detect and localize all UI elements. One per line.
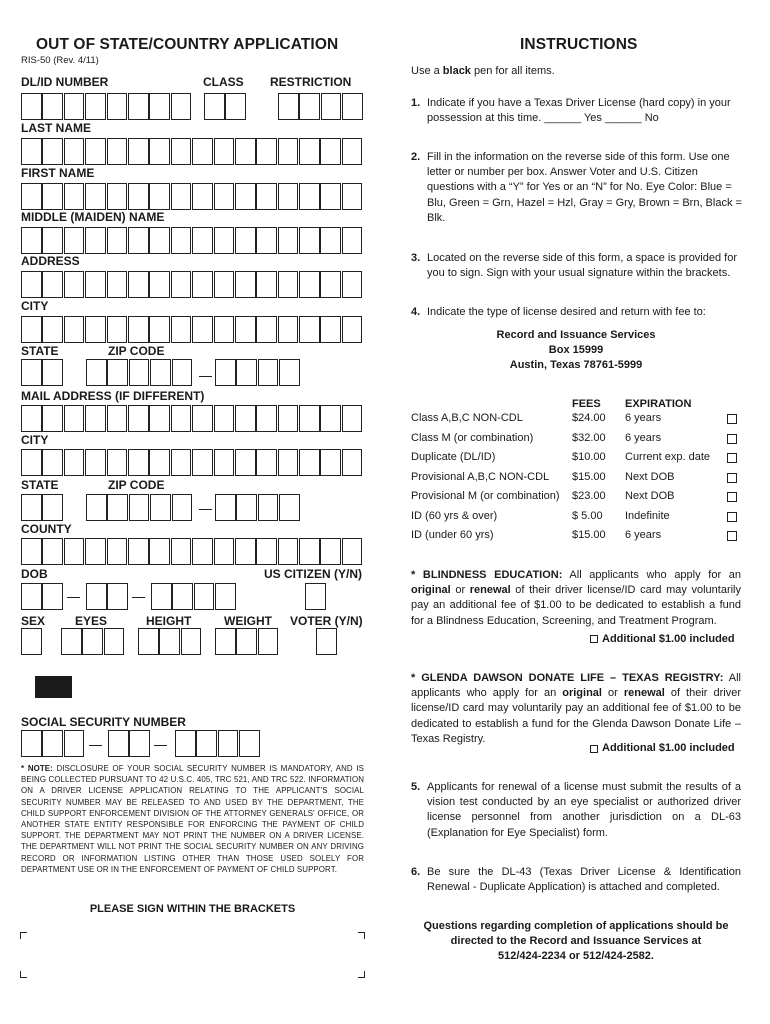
address-label: ADDRESS (21, 254, 80, 268)
height-label: HEIGHT (146, 614, 192, 628)
city2-label: CITY (21, 433, 49, 447)
height-boxes[interactable] (138, 628, 202, 655)
instructions-title: INSTRUCTIONS (520, 36, 638, 53)
zip-boxes[interactable] (86, 359, 193, 386)
city-boxes[interactable] (21, 316, 363, 343)
weight-label: WEIGHT (224, 614, 272, 628)
fee-amount: $ 5.00 (572, 509, 603, 522)
blindness-additional: Additional $1.00 included (602, 633, 735, 645)
fee-checkbox[interactable] (727, 434, 737, 444)
fee-expiration: Indefinite (625, 509, 670, 522)
ssn-group-boxes[interactable] (108, 730, 151, 757)
fee-row (411, 432, 741, 450)
state2-label: STATE (21, 478, 59, 492)
expiration-header: EXPIRATION (625, 398, 692, 410)
fee-amount: $23.00 (572, 490, 606, 502)
fee-checkbox[interactable] (727, 492, 737, 502)
fee-row (411, 412, 741, 430)
address-boxes[interactable] (21, 271, 363, 298)
zip2-boxes[interactable] (86, 494, 193, 521)
fee-checkbox[interactable] (727, 512, 737, 522)
sign-instruction: PLEASE SIGN WITHIN THE BRACKETS (89, 903, 296, 915)
zip-label: ZIP CODE (108, 344, 165, 358)
sex-box[interactable] (21, 628, 42, 655)
form-title: OUT OF STATE/COUNTRY APPLICATION (36, 36, 339, 53)
fee-checkbox[interactable] (727, 473, 737, 483)
zip2-ext-boxes[interactable] (215, 494, 301, 521)
instruction-1-number: 1. (411, 97, 421, 109)
glenda-additional: Additional $1.00 included (602, 742, 735, 754)
city-label: CITY (21, 299, 49, 313)
ssn-area-boxes[interactable] (21, 730, 85, 757)
instruction-6: Be sure the DL-43 (Texas Driver License & Identification Renewal - Duplicate Application) is attached and completed. (427, 866, 741, 894)
ssn-disclosure-note: * NOTE: DISCLOSURE OF YOUR SOCIAL SECURITY NUMBER IS MANDATORY, AND IS BEING COLLECTED PURSUANT TO 42 U.S.C. 405, TRC 521, AND TRC 522. INFORMATION ON A DRIVER LICENSE APPLICATION RELATING TO THE APPLICANT'S SOCIAL SECURITY NUMBER MAY BE RELEASED TO AND USED BY THE DEPARTMENT, THE CHILD SUPPORT ENFORCEMENT DIVISION OF THE ATTORNEY GENERALS' OFFICE, OR ANOTHER STATE ENTITY RESPONSIBLE FOR ENFORCING THE PAYMENT OF CHILD SUPPORT. THE DEPARTMENT MAY NOT PRINT THE NUMBER ON A DRIVER LICENSE. THE DEPARTMENT WILL NOT PRINT THE SOCIAL SECURITY NUMBER ON ANY DRIVING RECORD OR INFORMATION LISTING OTHER THAN THOSE USED SOLELY FOR DEPARTMENT USE OR IN THE ENFORCEMENT OF PAYMENT OF CHILD SUPPORT. (21, 764, 364, 874)
instruction-3-number: 3. (411, 252, 421, 264)
us-citizen-label: US CITIZEN (Y/N) (264, 567, 362, 581)
voter-label: VOTER (Y/N) (290, 614, 363, 628)
sex-label: SEX (21, 614, 46, 628)
eyes-label: EYES (75, 614, 108, 628)
fee-row (411, 510, 741, 528)
fee-amount: $15.00 (572, 529, 606, 541)
class-label: CLASS (203, 75, 244, 89)
fee-type: Class A,B,C NON-CDL (411, 412, 523, 424)
signature-area[interactable] (20, 932, 364, 977)
restriction-label: RESTRICTION (270, 75, 352, 89)
fee-expiration: Next DOB (625, 490, 675, 502)
state-label: STATE (21, 344, 59, 358)
fee-amount: $24.00 (572, 412, 606, 424)
blindness-education: * BLINDNESS EDUCATION: All applicants who apply for an original or renewal of their driver license/ID card may voluntarily pay an additional fee of $1.00 to be dedicated to establish a fund for a Blindness Education, Screening, and Treatment Program. (411, 569, 741, 627)
fee-type: Provisional A,B,C NON-CDL (411, 470, 550, 483)
instruction-2: Fill in the information on the reverse side of this form. Use one letter or number per box. Answer Voter and U.S. Citizen questions with a “Y” for Yes or an “N” for No. Eye Color: Blue = Blu, Green = Grn, Hazel = Hzl, Gray = Gry, Brown = Brn, Black = Blk. (427, 151, 742, 224)
first-name-label: FIRST NAME (21, 166, 95, 180)
fee-row (411, 490, 741, 508)
fee-expiration: Current exp. date (625, 451, 710, 463)
state-boxes[interactable] (21, 359, 64, 386)
instruction-6-number: 6. (411, 866, 421, 878)
fee-checkbox[interactable] (727, 453, 737, 463)
us-citizen-box[interactable] (305, 583, 326, 610)
dl-id-boxes[interactable] (21, 93, 192, 120)
middle-name-label: MIDDLE (MAIDEN) NAME (21, 210, 165, 224)
first-name-boxes[interactable] (21, 183, 363, 210)
ssn-label: SOCIAL SECURITY NUMBER (21, 715, 186, 729)
glenda-dawson: * GLENDA DAWSON DONATE LIFE – TEXAS REGISTRY: All applicants who apply for an original or renewal of their driver license/ID card may voluntarily pay an additional fee of $1.00 to be dedicated to establish a fund for the Glenda Dawson Donate Life – Texas Registry. (411, 672, 741, 745)
fee-type: ID (60 yrs & over) (411, 509, 498, 522)
middle-name-boxes[interactable] (21, 227, 363, 254)
state2-boxes[interactable] (21, 494, 64, 521)
instruction-1: Indicate if you have a Texas Driver License (hard copy) in your possession at this time. ______ Yes ______ No (427, 97, 731, 125)
mailing-address: Record and Issuance Services Box 15999 Austin, Texas 78761-5999 (496, 329, 656, 372)
fee-row (411, 451, 741, 469)
fee-row (411, 529, 741, 547)
dl-id-label: DL/ID NUMBER (21, 75, 109, 89)
mail-address-label: MAIL ADDRESS (IF DIFFERENT) (21, 389, 205, 403)
fee-expiration: 6 years (625, 529, 662, 541)
pen-instruction: Use a black pen for all items. (411, 65, 555, 77)
instruction-4: Indicate the type of license desired and return with fee to: (427, 306, 706, 318)
glenda-checkbox[interactable] (590, 745, 598, 753)
black-block (35, 676, 72, 698)
class-boxes[interactable] (204, 93, 247, 120)
fee-type: Class M (or combination) (411, 431, 534, 444)
fee-checkbox[interactable] (727, 414, 737, 424)
zip2-label: ZIP CODE (108, 478, 165, 492)
fee-type: ID (under 60 yrs) (411, 529, 494, 541)
fee-row (411, 471, 741, 489)
voter-box[interactable] (316, 628, 337, 655)
dob-year-boxes[interactable] (151, 583, 237, 610)
restriction-boxes[interactable] (278, 93, 364, 120)
last-name-label: LAST NAME (21, 121, 91, 135)
instruction-3: Located on the reverse side of this form, a space is provided for you to sign. Sign with your usual signature within the brackets. (427, 252, 737, 280)
county-boxes[interactable] (21, 538, 363, 565)
fee-amount: $10.00 (572, 451, 606, 463)
fee-checkbox[interactable] (727, 531, 737, 541)
fee-type: Duplicate (DL/ID) (411, 451, 496, 463)
fee-expiration: 6 years (625, 412, 662, 424)
fee-type: Provisional M (or combination) (411, 490, 560, 502)
instruction-5-number: 5. (411, 781, 421, 793)
questions-contact: Questions regarding completion of applications should be directed to the Record and Issuance Services at 512/424-2234 or 512/424-2582. (423, 920, 729, 963)
instruction-5: Applicants for renewal of a license must submit the results of a vision test conducted by an eye specialist or authorized driver license personnel from another jurisdiction on a DL-63 (Explanation for Eye Specialist) form. (427, 781, 741, 839)
dob-month-boxes[interactable] (21, 583, 64, 610)
city2-boxes[interactable] (21, 449, 363, 476)
fee-amount: $32.00 (572, 431, 606, 444)
last-name-boxes[interactable] (21, 138, 363, 165)
blindness-checkbox[interactable] (590, 635, 598, 643)
dob-day-boxes[interactable] (86, 583, 129, 610)
dob-label: DOB (21, 567, 48, 581)
county-label: COUNTY (21, 522, 72, 536)
fee-expiration: Next DOB (625, 470, 675, 483)
weight-boxes[interactable] (215, 628, 279, 655)
fee-expiration: 6 years (625, 431, 662, 444)
fee-amount: $15.00 (572, 470, 606, 483)
fees-header: FEES (572, 398, 601, 410)
instruction-4-number: 4. (411, 306, 421, 318)
instruction-2-number: 2. (411, 151, 421, 163)
zip-ext-boxes[interactable] (215, 359, 301, 386)
form-revision: RIS-50 (Rev. 4/11) (21, 55, 99, 66)
eyes-boxes[interactable] (61, 628, 125, 655)
mail-address-boxes[interactable] (21, 405, 363, 432)
ssn-serial-boxes[interactable] (175, 730, 261, 757)
